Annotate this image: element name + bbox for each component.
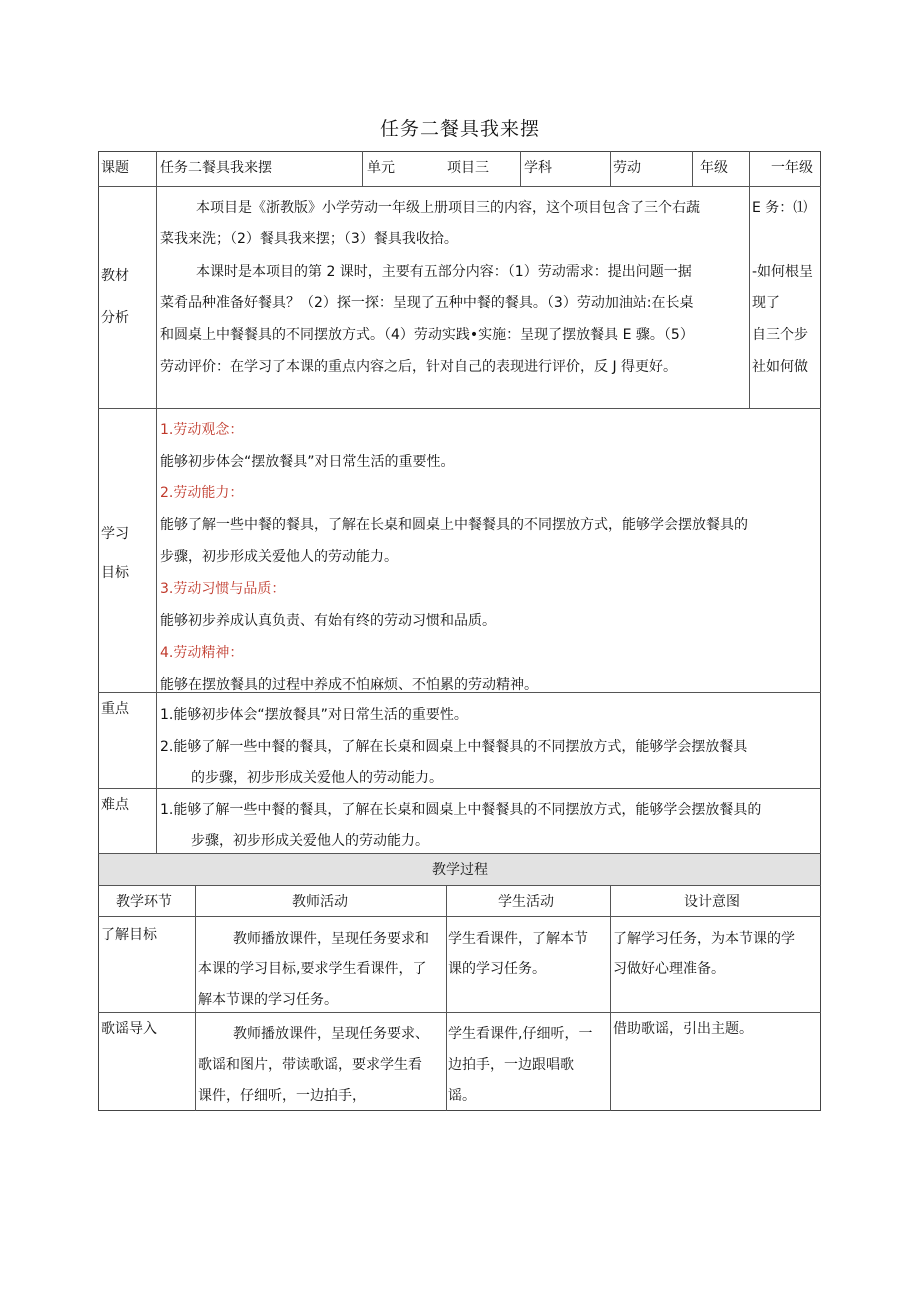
unit-value: 项目三 bbox=[447, 160, 489, 176]
student-cell: 边拍手，一边跟唱歌 bbox=[448, 1057, 574, 1073]
document-title: 任务二餐具我来摆 bbox=[379, 118, 540, 140]
topic-label: 课题 bbox=[101, 160, 129, 176]
teacher-cell: 本课的学习目标,要求学生看课件，了 bbox=[198, 961, 427, 977]
analysis-side: 自三个步 bbox=[752, 327, 808, 343]
key-line: 的步骤，初步形成关爱他人的劳动能力。 bbox=[191, 770, 443, 786]
student-cell: 谣。 bbox=[448, 1088, 476, 1104]
intent-cell: 习做好心理准备。 bbox=[613, 961, 725, 977]
analysis-side: E 务：⑴ bbox=[752, 200, 808, 216]
intent-cell: 了解学习任务，为本节课的学 bbox=[613, 931, 795, 947]
goal-text: 步骤，初步形成关爱他人的劳动能力。 bbox=[160, 549, 398, 565]
goal-heading: 1.劳动观念： bbox=[160, 422, 244, 438]
stage-cell: 歌谣导入 bbox=[101, 1021, 157, 1037]
column-header: 教学环节 bbox=[116, 894, 172, 910]
col-divider bbox=[446, 885, 447, 1111]
topic-value: 任务二餐具我来摆 bbox=[160, 160, 272, 176]
student-cell: 学生看课件，了解本节 bbox=[448, 931, 588, 947]
column-header: 设计意图 bbox=[684, 894, 740, 910]
grade-value: 一年级 bbox=[771, 160, 813, 176]
goal-text: 能够初步养成认真负责、有始有终的劳动习惯和品质。 bbox=[160, 613, 496, 629]
analysis-line: 菜肴品种准备好餐具？（2）探一探：呈现了五种中餐的餐具。（3）劳动加油站:在长桌 bbox=[160, 295, 694, 311]
goal-text: 能够了解一些中餐的餐具，了解在长桌和圆桌上中餐餐具的不同摆放方式，能够学会摆放餐具的 bbox=[160, 517, 748, 533]
analysis-line: 和圆桌上中餐餐具的不同摆放方式。（4）劳动实践•实施：呈现了摆放餐具 E 骤。（5） bbox=[160, 327, 694, 343]
analysis-line: 菜我来洗；（2）餐具我来摆；（3）餐具我收拾。 bbox=[160, 231, 458, 247]
row-divider bbox=[98, 788, 821, 789]
row-divider bbox=[98, 916, 821, 917]
analysis-line: 本项目是《浙教版》小学劳动一年级上册项目三的内容，这个项目包含了三个右蔬 bbox=[196, 200, 700, 216]
row-divider bbox=[98, 186, 821, 187]
goal-heading: 3.劳动习惯与品质： bbox=[160, 581, 286, 597]
col-divider bbox=[749, 186, 750, 408]
goal-heading: 2.劳动能力： bbox=[160, 485, 244, 501]
row-divider bbox=[98, 1012, 821, 1013]
process-title: 教学过程 bbox=[432, 862, 488, 878]
goal-text: 能够在摆放餐具的过程中养成不怕麻烦、不怕累的劳动精神。 bbox=[160, 677, 538, 693]
subject-label: 学科 bbox=[524, 160, 552, 176]
analysis-side: 社如何做 bbox=[752, 359, 808, 375]
analysis-line: 本课时是本项目的第 2 课时，主要有五部分内容：（1）劳动需求：提出问题一据 bbox=[196, 264, 692, 280]
col-divider bbox=[610, 151, 611, 186]
intent-cell: 借助歌谣，引出主题。 bbox=[613, 1021, 753, 1037]
analysis-label: 分析 bbox=[101, 310, 129, 326]
teacher-cell: 歌谣和图片，带读歌谣，要求学生看 bbox=[198, 1057, 422, 1073]
row-divider bbox=[98, 885, 821, 886]
subject-value: 劳动 bbox=[613, 160, 641, 176]
key-label: 重点 bbox=[101, 701, 129, 717]
column-header: 教师活动 bbox=[292, 894, 348, 910]
teacher-cell: 课件，仔细听，一边拍手， bbox=[198, 1088, 366, 1104]
goals-label: 学习 bbox=[101, 526, 129, 542]
col-divider bbox=[195, 885, 196, 1111]
col-divider bbox=[362, 151, 363, 186]
analysis-side: 现了 bbox=[752, 295, 780, 311]
teacher-cell: 教师播放课件，呈现任务要求和 bbox=[233, 931, 429, 947]
student-cell: 学生看课件,仔细听，一 bbox=[448, 1026, 593, 1042]
goals-label: 目标 bbox=[101, 565, 129, 581]
goal-heading: 4.劳动精神： bbox=[160, 645, 244, 661]
col-divider bbox=[749, 151, 750, 186]
col-divider bbox=[156, 151, 157, 854]
teacher-cell: 解本节课的学习任务。 bbox=[198, 992, 338, 1008]
key-line: 1.能够初步体会“摆放餐具”对日常生活的重要性。 bbox=[160, 707, 468, 723]
teacher-cell: 教师播放课件，呈现任务要求、 bbox=[233, 1026, 429, 1042]
difficulty-label: 难点 bbox=[101, 797, 129, 813]
analysis-side: -如何根呈 bbox=[752, 264, 814, 280]
grade-label: 年级 bbox=[700, 160, 728, 176]
col-divider bbox=[610, 885, 611, 1111]
unit-label: 单元 bbox=[367, 160, 395, 176]
analysis-line: 劳动评价：在学习了本课的重点内容之后，针对自己的表现进行评价，反 J 得更好。 bbox=[160, 359, 678, 375]
stage-cell: 了解目标 bbox=[101, 927, 157, 943]
difficulty-line: 1.能够了解一些中餐的餐具，了解在长桌和圆桌上中餐餐具的不同摆放方式，能够学会摆放餐具的 bbox=[160, 802, 762, 818]
analysis-label: 教材 bbox=[101, 268, 129, 284]
row-divider bbox=[98, 408, 821, 409]
goal-text: 能够初步体会“摆放餐具”对日常生活的重要性。 bbox=[160, 454, 455, 470]
difficulty-line: 步骤，初步形成关爱他人的劳动能力。 bbox=[191, 833, 429, 849]
column-header: 学生活动 bbox=[498, 894, 554, 910]
student-cell: 课的学习任务。 bbox=[448, 961, 546, 977]
col-divider bbox=[520, 151, 521, 186]
col-divider bbox=[692, 151, 693, 186]
key-line: 2.能够了解一些中餐的餐具，了解在长桌和圆桌上中餐餐具的不同摆放方式，能够学会摆放餐具 bbox=[160, 739, 748, 755]
